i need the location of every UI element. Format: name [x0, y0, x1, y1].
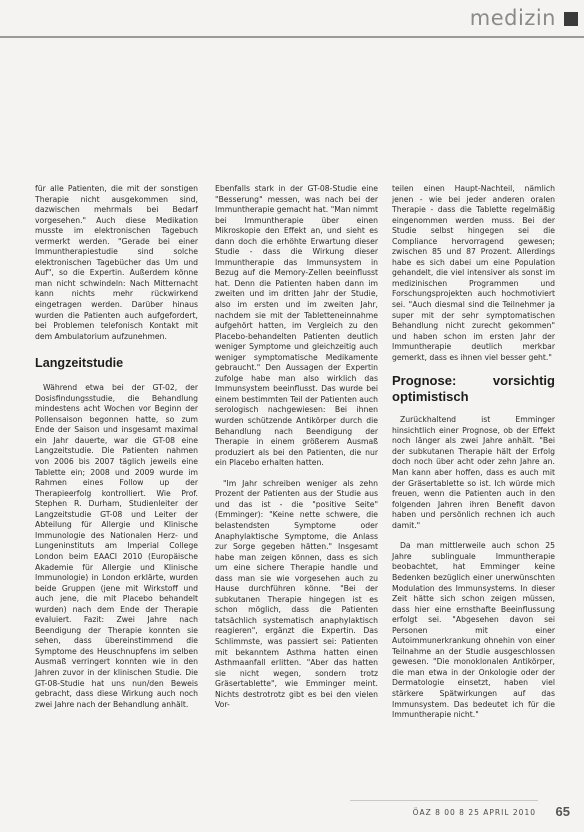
- article-column-3: [392, 184, 555, 721]
- issue-info: ÖAZ 8 00 8 25 APRIL 2010: [412, 808, 536, 817]
- paragraph: Während etwa bei der GT-02, der Dosisfindungsstudie, die Behandlung mindestens acht Wochen vor Beginn der Pollensaison begonnen hatte, so zum Ende der Saison und insgesamt maximal ein Jahr dauerte, war die GT-08 eine Langzeitstudie. Die Patienten nahmen von 2006 bis 2007 täglich jeweils eine Tablette ein; 2008 und 2009 wurde im Rahmen eines Follow up der Therapieerfolg kontrolliert. Wie Prof. Stephen R. Durham, Studienleiter der Langzeitstudie GT-08 und Leiter der Abteilung für Allergie und Klinische Immunologie des Nationalen Herz- und Lungeninstituts am Imperial College London beim EAACI 2010 (Europäische Akademie für Allergie und Klinische Immunologie) in London erklärte, wurden beide Gruppen (jene mit Wirkstoff und auch jene, die mit Placebo behandelt wurden) nach dem Ende der Therapie evaluiert. Fazit: Zwei Jahre nach Beendigung der Therapie konnten sie sehen, dass übereinstimmend die Symptome des Heuschnupfens im selben Ausmaß verringert konnten wie in den Jahren zuvor in der klinischen Studie. Die GT-08-Studie hat uns nun/den Beweis gebracht, dass diese Wirkung auch noch zwei Jahre nach der Behandlung anhält.: [35, 383, 198, 709]
- page-footer: [0, 792, 584, 832]
- paragraph: für alle Patienten, die mit der sonstigen Therapie nicht ausgekommen sind, dazwischen mehrmals bei Bedarf vorgesehen." Auch diese Medikation musste im elektronischen Tagebuch vermerkt werden. "Gerade bei einer Immuntherapiestudie sind solche elektronischen Tagebücher das Um und Auf", so die Expertin. Außerdem könne man nicht schwindeln: Nach Mitternacht kann nichts mehr rückwirkend eingetragen werden. Darüber hinaus wurden die Patienten auch aufgefordert, bei Problemen telefonisch Kontakt mit dem Ambulatorium aufzunehmen.: [35, 184, 198, 341]
- footer-rule: [350, 800, 538, 801]
- section-marker: [564, 12, 578, 26]
- paragraph: teilen einen Haupt-Nachteil, nämlich jenen - wie bei jeder anderen oralen Therapie - dass die Tablette regelmäßig eingenommen werden muss. Bei der Studie selbst hingegen sei die Compliance hervorragend gewesen; zwischen 85 und 87 Prozent. Allerdings habe es sich dabei um eine Population gehandelt, die viel intensiver als sonst im medizinischen Programmen und Forschungsprojekten auch hochmotiviert sei. "Auch diesmal sind die Teilnehmer ja super mit der sehr symptomatischen Behandlung nicht zurecht gekommen" und haben schon im ersten Jahr der Immuntherapie deutlich merkbar gemerkt, dass es ihnen viel besser geht.": [392, 184, 555, 362]
- section-label: medizin: [469, 6, 556, 30]
- paragraph: Zurückhaltend ist Emminger hinsichtlich einer Prognose, ob der Effekt noch länger als zwei Jahre anhält. "Bei der subkutanen Therapie hält der Erfolg doch noch über acht oder zehn Jahre an. Man kann aber hoffen, dass es auch mit der Gräsertablette so ist. Ich würde mich freuen, wenn die Patienten auch in den folgenden Jahren ihren Benefit davon haben und persönlich rechnen ich auch damit.": [392, 415, 555, 530]
- subheading-prognose: Prognose: vorsichtig optimistisch: [392, 373, 555, 405]
- paragraph: "Im Jahr schreiben weniger als zehn Prozent der Patienten aus der Studie aus und das ist - die "positive Seite" (Emminger): "Keine nette schwere, die belastendsten Symptome oder Anaphylaktische Symptome, die Anlass zur Sorge gegeben hätten." Insgesamt habe man zeigen können, dass es sich um eine sichere Therapie handle und dass man sie wie vorgesehen auch zu Hause durchführen könne. "Bei der subkutanen Therapie hingegen ist es schon möglich, dass die Patienten tatsächlich systematisch anaphylaktisch reagieren", ergänzt die Expertin. Das Schlimmste, was passiert sei: Patienten mit bekanntem Asthma hatten einen Asthmaanfall erlitten. "Aber das hatten sie nicht wegen, sondern trotz Gräsertablette", wie Emminger meint. Nichts destrotrotz gibt es bei den vielen Vor-: [215, 478, 378, 710]
- header-rule: [0, 36, 584, 38]
- article-column-1: [35, 184, 198, 710]
- page-number: 65: [555, 804, 570, 819]
- page-header: [0, 0, 584, 40]
- paragraph: Da man mittlerweile auch schon 25 Jahre sublinguale Immuntherapie beobachtet, hat Emminger keine Bedenken bezüglich einer unerwünschten Modulation des Immunsystems. In dieser Zeit hätte sich schon zeigen müssen, dass hier eine ernsthafte Beeinflussung erfolgt sei. "Abgesehen davon sei Personen mit einer Autoimmunerkrankung ohnehin von einer Teilnahme an der Studie ausgeschlossen gewesen. "Die monoklonalen Antikörper, die man etwa in der Onkologie oder der Dermatologie einsetzt, haben viel stärkere Spätwirkungen auf das Immunsystem. Das bedeutet ich für die Immuntherapie nicht.": [392, 541, 555, 720]
- paragraph: Ebenfalls stark in der GT-08-Studie eine "Besserung" messen, was nach bei der Immuntherapie gemacht hat. "Man nimmt bei Immuntherapie über einen Mikroskopie den Effekt an, und sieht es dann doch die erhöhte Erwartung dieser Studie - dass die Wirkung dieser Immuntherapie das Immunsystem in Bezug auf die Memory-Zellen beeinflusst hat. Denn die Patienten haben dann im zweiten und im dritten Jahr der Studie, also im ersten und im zweiten Jahr, nachdem sie mit der Tabletteneinnahme aufgehört hatten, im Vergleich zu den Placebo-behandelten Patienten deutlich weniger Symptome und gleichzeitig auch weniger symptomatische Medikamente gebraucht." Den Aussagen der Expertin zufolge habe man also wirklich das Immunsystem beeinflusst. Das wurde bei einem bestimmten Teil der Patienten auch serologisch nachgewiesen: Bei ihnen wurden schützende Antikörper durch die Behandlung nach Beendigung der Therapie in einem größerem Ausmaß produziert als bei den Patienten, die nur ein Placebo erhalten hatten.: [215, 184, 378, 468]
- article-column-2: [215, 184, 378, 711]
- subheading-langzeitstudie: Langzeitstudie: [35, 356, 124, 371]
